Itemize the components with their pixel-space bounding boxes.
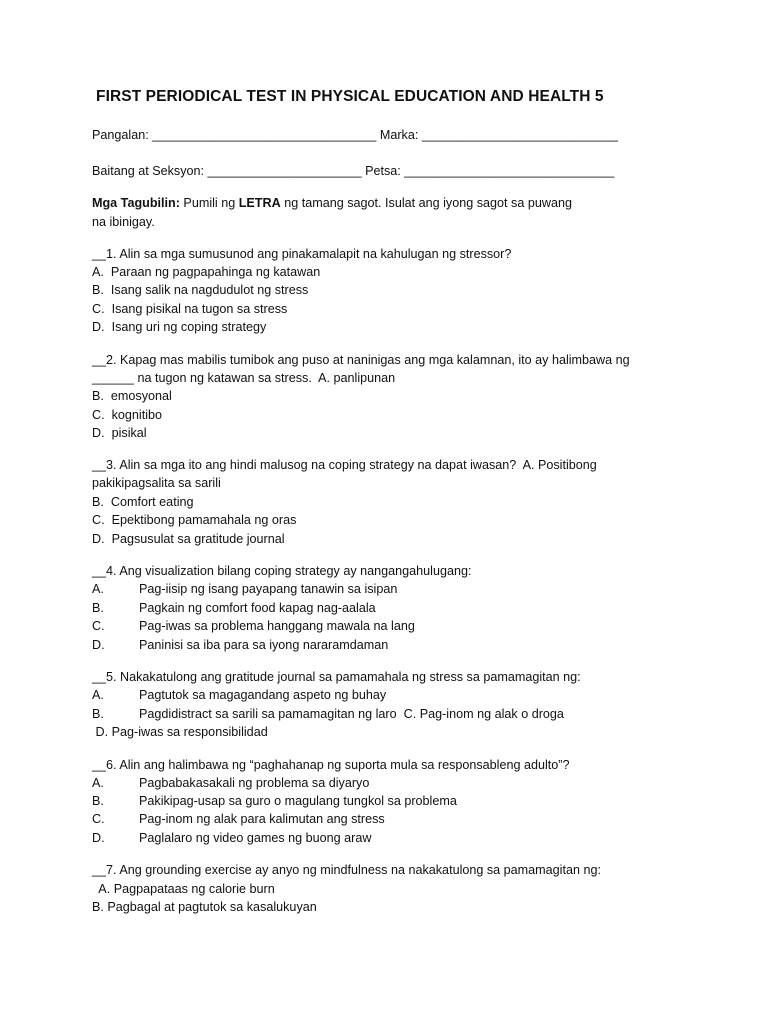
q5-option-b-letter: B. (92, 707, 104, 721)
question-7-stem: __7. Ang grounding exercise ay anyo ng mindfulness na nakakatulong sa pamamagitan ng: (92, 863, 601, 877)
q6-option-b: Pakikipag-usap sa guro o magulang tungkol sa problema (139, 794, 457, 808)
q4-option-d-letter: D. (92, 638, 105, 652)
q3-option-c: C. Epektibong pamamahala ng oras (92, 513, 297, 527)
q6-option-d: Paglalaro ng video games ng buong araw (139, 831, 372, 845)
q5-option-b-c: Pagdidistract sa sarili sa pamamagitan ng laro C. Pag-inom ng alak o droga (139, 707, 564, 721)
instructions-bold-word: LETRA (238, 196, 281, 210)
question-2-stem-line-1: __2. Kapag mas mabilis tumibok ang puso at naninigas ang mga kalamnan, ito ay halimbawa ng (92, 353, 630, 367)
page-title: FIRST PERIODICAL TEST IN PHYSICAL EDUCATION AND HEALTH 5 (96, 88, 604, 105)
instructions-text-2: ng tamang sagot. Isulat ang iyong sagot sa puwang (280, 196, 572, 210)
q5-option-a: Pagtutok sa magagandang aspeto ng buhay (139, 688, 387, 702)
grade-date-fields: Baitang at Seksyon: ______________________ Petsa: ______________________________ (92, 164, 615, 178)
q3-option-d: D. Pagsusulat sa gratitude journal (92, 532, 285, 546)
name-score-fields: Pangalan: ________________________________ Marka: ____________________________ (92, 128, 618, 142)
instructions-line-2: na ibinigay. (92, 215, 155, 229)
q6-option-a: Pagbabakasakali ng problema sa diyaryo (139, 776, 370, 790)
q4-option-c: Pag-iwas sa problema hanggang mawala na lang (139, 619, 415, 633)
q4-option-a: Pag-iisip ng isang payapang tanawin sa isipan (139, 582, 398, 596)
q4-option-b-letter: B. (92, 601, 104, 615)
q6-option-c: Pag-inom ng alak para kalimutan ang stress (139, 812, 385, 826)
question-6-stem: __6. Alin ang halimbawa ng “paghahanap ng suporta mula sa responsableng adulto”? (92, 758, 570, 772)
q6-option-d-letter: D. (92, 831, 105, 845)
question-3-stem-line-2: pakikipagsalita sa sarili (92, 476, 221, 490)
instructions (92, 195, 572, 211)
q1-option-a: A. Paraan ng pagpapahinga ng katawan (92, 265, 321, 279)
q5-option-a-letter: A. (92, 688, 104, 702)
q1-option-b: B. Isang salik na nagdudulot ng stress (92, 283, 309, 297)
q6-option-b-letter: B. (92, 794, 104, 808)
question-5-stem: __5. Nakakatulong ang gratitude journal sa pamamahala ng stress sa pamamagitan ng: (92, 670, 581, 684)
q2-option-d: D. pisikal (92, 426, 147, 440)
q6-option-c-letter: C. (92, 812, 105, 826)
q2-option-c: C. kognitibo (92, 408, 163, 422)
question-3-stem-line-1: __3. Alin sa mga ito ang hindi malusog na coping strategy na dapat iwasan? A. Positibong (92, 458, 597, 472)
q1-option-d: D. Isang uri ng coping strategy (92, 320, 267, 334)
instructions-label: Mga Tagubilin: (92, 196, 180, 210)
q2-option-b: B. emosyonal (92, 389, 172, 403)
q4-option-a-letter: A. (92, 582, 104, 596)
q7-option-b: B. Pagbagal at pagtutok sa kasalukuyan (92, 900, 317, 914)
q4-option-c-letter: C. (92, 619, 105, 633)
q6-option-a-letter: A. (92, 776, 104, 790)
q1-option-c: C. Isang pisikal na tugon sa stress (92, 302, 288, 316)
question-1-stem: __1. Alin sa mga sumusunod ang pinakamalapit na kahulugan ng stressor? (92, 247, 512, 261)
q3-option-b: B. Comfort eating (92, 495, 194, 509)
question-4-stem: __4. Ang visualization bilang coping strategy ay nangangahulugang: (92, 564, 472, 578)
q4-option-b: Pagkain ng comfort food kapag nag-aalala (139, 601, 376, 615)
question-2-stem-line-2: ______ na tugon ng katawan sa stress. A. panlipunan (92, 371, 396, 385)
q4-option-d: Paninisi sa iba para sa iyong nararamdaman (139, 638, 389, 652)
q5-option-d: D. Pag-iwas sa responsibilidad (92, 725, 268, 739)
q7-option-a: A. Pagpapataas ng calorie burn (92, 882, 275, 896)
instructions-text-1: Pumili ng (179, 196, 239, 210)
